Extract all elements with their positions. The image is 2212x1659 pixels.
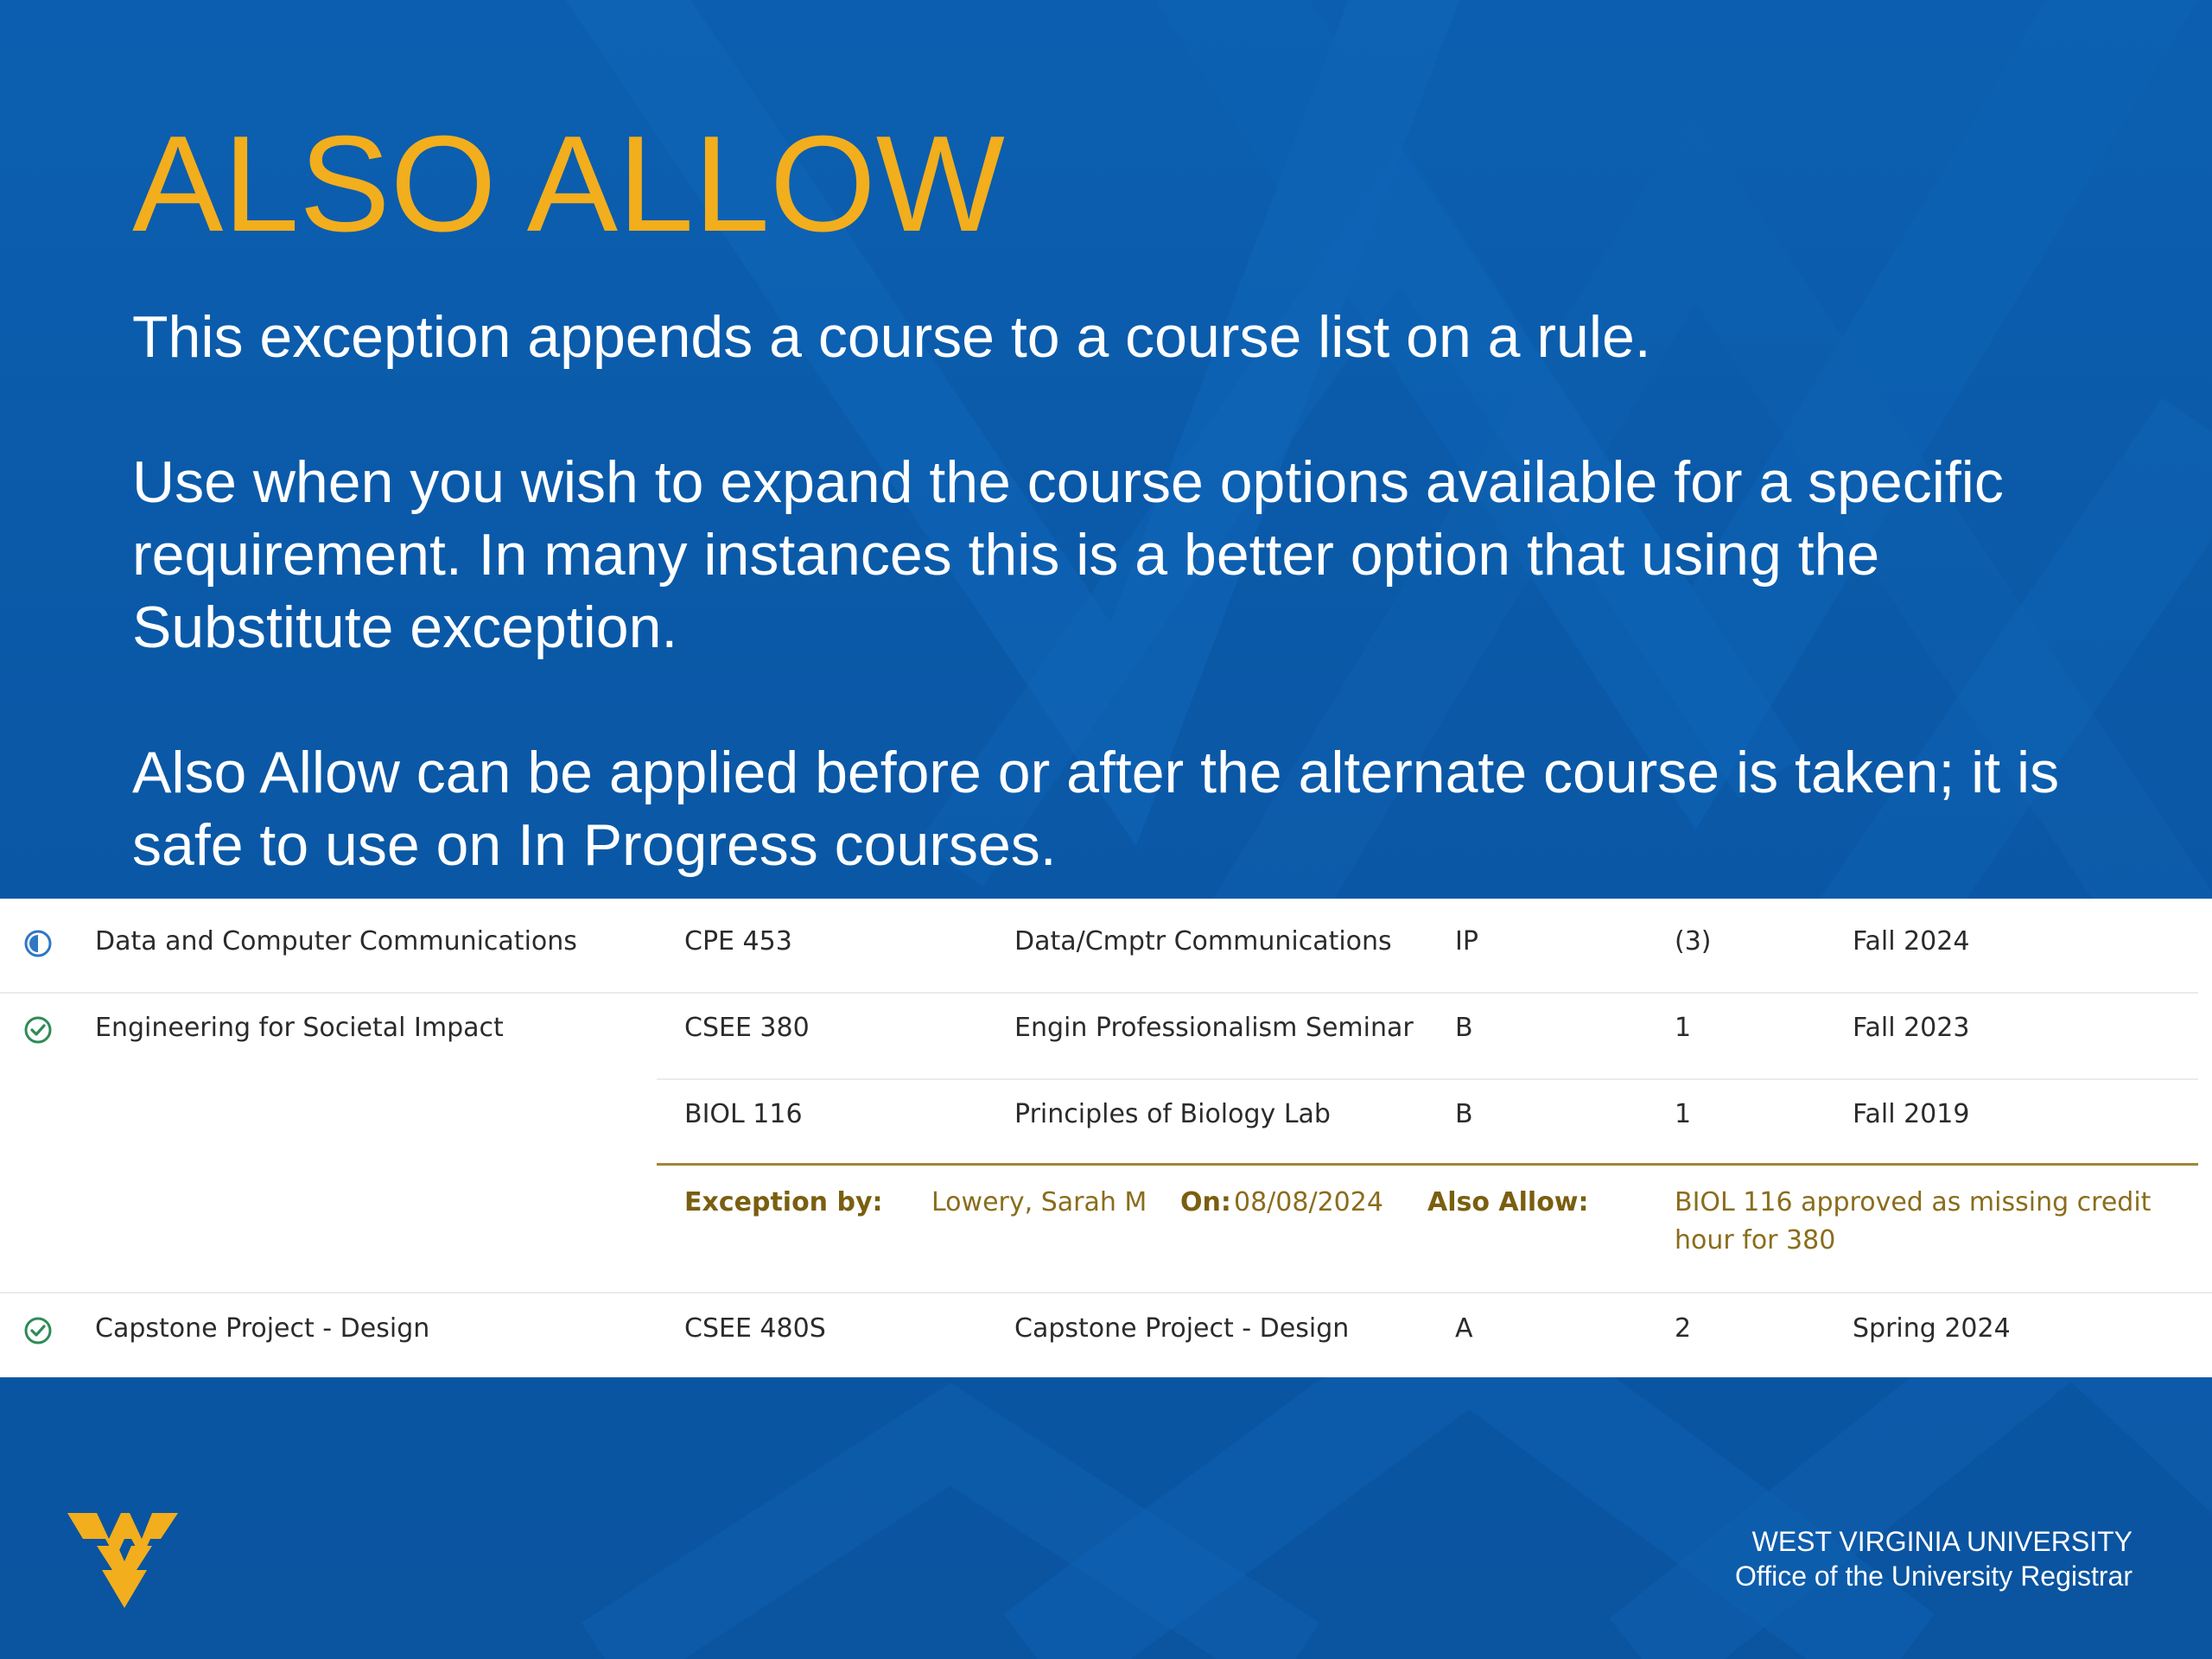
requirement-name: Data and Computer Communications xyxy=(95,926,577,957)
course-title: Capstone Project - Design xyxy=(1014,1313,1350,1344)
course-code: CPE 453 xyxy=(684,926,792,957)
requirement-name: Capstone Project - Design xyxy=(95,1313,430,1344)
exception-on-label: On: xyxy=(1180,1187,1231,1217)
course-title: Data/Cmptr Communications xyxy=(1014,926,1392,957)
exception-on-value: 08/08/2024 xyxy=(1234,1187,1383,1217)
course-title: Engin Professionalism Seminar xyxy=(1014,1013,1414,1043)
course-term: Fall 2024 xyxy=(1853,926,1970,957)
table-row xyxy=(0,899,2212,985)
course-grade: B xyxy=(1455,1013,1473,1043)
course-credits: 1 xyxy=(1675,1013,1692,1043)
course-grade: A xyxy=(1455,1313,1473,1344)
course-grade: B xyxy=(1455,1099,1473,1129)
paragraph-usage: Use when you wish to expand the course options available for a specific requirement. In many instances this is a better option that using the Substitute exception. xyxy=(132,449,2004,660)
footer-office: Office of the University Registrar xyxy=(1734,1560,2133,1592)
exception-separator xyxy=(657,1163,2198,1166)
wv-flying-logo-icon xyxy=(67,1508,178,1610)
table-row xyxy=(0,1071,2212,1158)
course-code: CSEE 480S xyxy=(684,1313,826,1344)
table-row xyxy=(0,1286,2212,1372)
complete-check-icon xyxy=(22,1315,54,1346)
complete-check-icon xyxy=(22,1014,54,1046)
requirement-name: Engineering for Societal Impact xyxy=(95,1013,504,1043)
table-row xyxy=(0,985,2212,1071)
exception-by-label: Exception by: xyxy=(684,1187,883,1217)
in-progress-icon xyxy=(22,928,54,959)
footer-university: WEST VIRGINIA UNIVERSITY xyxy=(1751,1526,2133,1557)
exception-note: BIOL 116 approved as missing credit hour for 380 xyxy=(1675,1187,2152,1255)
course-credits: (3) xyxy=(1675,926,1712,957)
course-grade: IP xyxy=(1455,926,1478,957)
paragraph-timing: Also Allow can be applied before or after the alternate course is taken; it is safe to use on In Progress courses. xyxy=(132,740,2060,878)
course-term: Fall 2023 xyxy=(1853,1013,1970,1043)
course-term: Spring 2024 xyxy=(1853,1313,2011,1344)
exception-by-value: Lowery, Sarah M xyxy=(931,1187,1147,1217)
course-title: Principles of Biology Lab xyxy=(1014,1099,1331,1129)
course-code: BIOL 116 xyxy=(684,1099,803,1129)
footer-branding xyxy=(1735,1524,2133,1593)
slide-title: ALSO ALLOW xyxy=(132,108,1005,260)
exception-type-label: Also Allow: xyxy=(1427,1187,1589,1217)
slide-body xyxy=(132,301,2120,881)
paragraph-definition: This exception appends a course to a course list on a rule. xyxy=(132,304,1651,370)
degree-audit-course-table xyxy=(0,899,2212,1377)
course-credits: 1 xyxy=(1675,1099,1692,1129)
course-code: CSEE 380 xyxy=(684,1013,810,1043)
course-term: Fall 2019 xyxy=(1853,1099,1970,1129)
course-credits: 2 xyxy=(1675,1313,1692,1344)
